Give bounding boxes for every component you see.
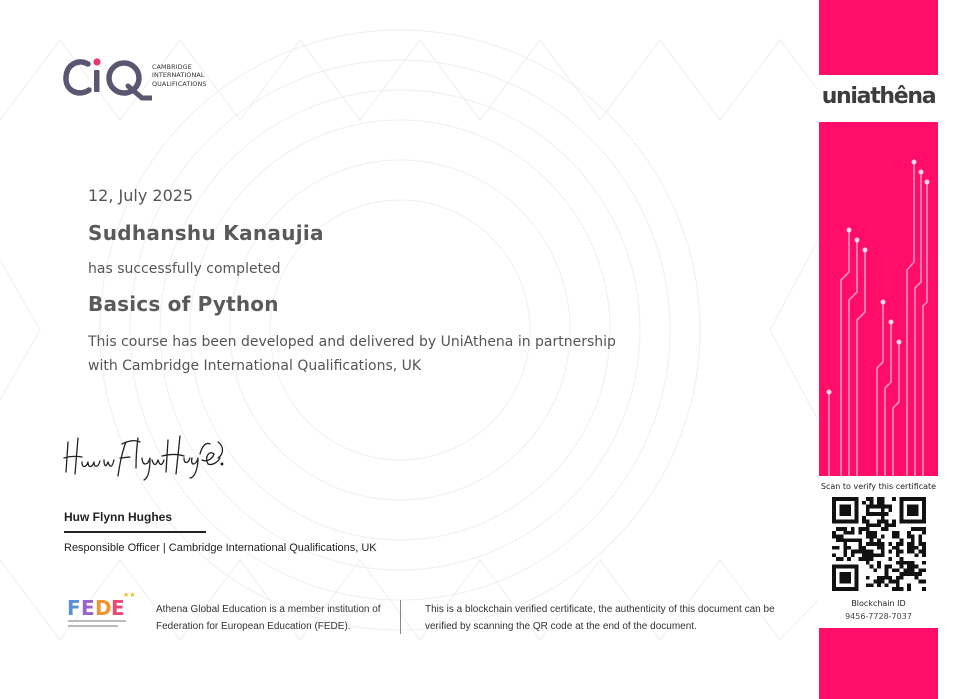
ciq-letters-icon (62, 52, 152, 104)
course-title: Basics of Python (88, 292, 279, 316)
svg-text:E: E (111, 596, 125, 620)
sidebar-circuit-band (819, 122, 938, 476)
fede-membership-note: Athena Global Education is a member institution of Federation for European Education (FEDE). (156, 604, 381, 632)
svg-text:E: E (81, 596, 95, 620)
scan-instruction: Scan to verify this certificate (820, 482, 937, 491)
svg-text:F: F (67, 596, 81, 620)
ciq-subtitle-line: QUALIFICATIONS (152, 79, 207, 88)
blockchain-note: This is a blockchain verified certificate, the authenticity of this document can be verified by scanning the QR code at the end of the document. (425, 604, 775, 632)
qr-code-icon[interactable] (832, 497, 926, 591)
uniathena-logo: uniathêna (821, 84, 936, 109)
signatory-name: Huw Flynn Hughes (64, 510, 172, 524)
ciq-subtitle-line: INTERNATIONAL (152, 71, 205, 80)
recipient-name: Sudhanshu Kanaujia (88, 221, 324, 245)
blockchain-id-label: Blockchain ID (851, 599, 906, 608)
signature-image (60, 428, 230, 484)
sidebar-bottom-band (819, 628, 938, 699)
issue-date: 12, July 2025 (88, 186, 194, 205)
svg-text:D: D (95, 596, 112, 620)
svg-text:★★: ★★ (123, 591, 136, 599)
fede-logo-icon (66, 588, 138, 632)
footer-divider (400, 600, 401, 634)
circuit-pattern-icon (819, 122, 938, 476)
course-description: This course has been developed and delivered by UniAthena in partnership with Cambridge International Qualifications, UK (88, 334, 616, 374)
ciq-logo (62, 52, 222, 104)
signature-line (64, 531, 206, 533)
sidebar-top-band (819, 0, 938, 75)
ciq-subtitle-line: CAMBRIDGE (152, 63, 192, 71)
brand-sidebar (819, 0, 938, 699)
completion-statement: has successfully completed (88, 261, 281, 277)
ciq-subtitle (152, 63, 206, 88)
signatory-title: Responsible Officer | Cambridge International Qualifications, UK (64, 542, 377, 554)
blockchain-id-value: 9456-7728-7037 (845, 612, 912, 621)
